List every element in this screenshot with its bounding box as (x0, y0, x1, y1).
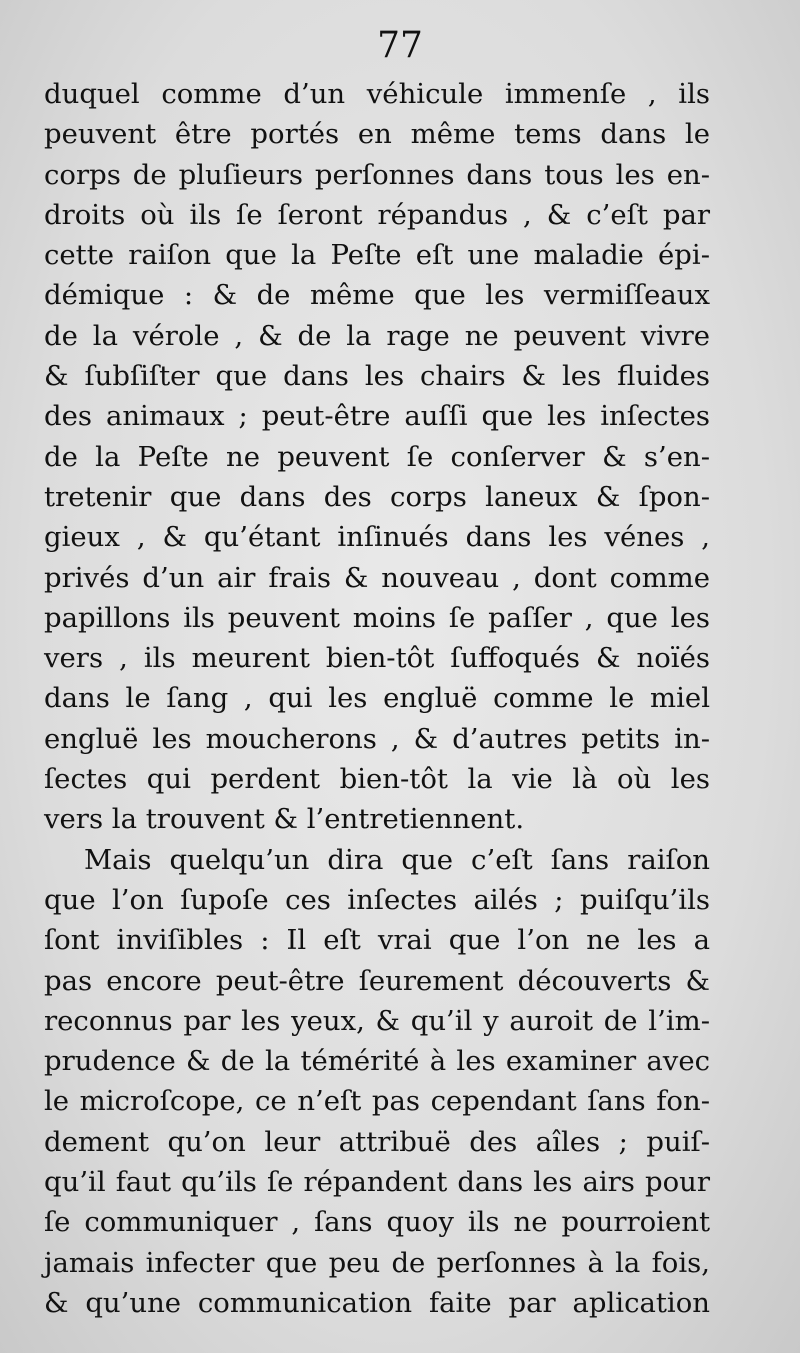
text-line: dement qu’on leur attribuë des aîles ; puiſ- (44, 1125, 710, 1158)
text-line: pas encore peut-être ſeurement découverts & (44, 964, 710, 997)
text-line: prudence & de la témérité à les examiner avec (44, 1045, 710, 1078)
text-line: le microſcope, ce n’eſt pas cependant ſans fon- (44, 1085, 710, 1118)
paragraph (44, 840, 710, 1324)
text-line: que l’on ſupoſe ces inſectes ailés ; puiſqu’ils (44, 883, 710, 916)
text-line: vers , ils meurent bien-tôt ſuffoqués & noïés (44, 642, 710, 675)
text-line: Mais quelqu’un dira que c’eſt ſans raiſon (84, 843, 710, 876)
text-line: & qu’une communication faite par aplication (44, 1286, 710, 1319)
text-line: des animaux ; peut-être auſſi que les inſectes (44, 400, 710, 433)
text-line: & ſubſiſter que dans les chairs & les fluides (44, 360, 710, 393)
text-line: cette raiſon que la Peſte eſt une maladie épi- (44, 239, 710, 272)
text-line: vers la trouvent & l’entretiennent. (44, 803, 525, 836)
paragraph (44, 74, 710, 840)
text-line: démique : & de même que les vermiſſeaux (44, 279, 710, 312)
text-line: tretenir que dans des corps laneux & ſpon- (44, 480, 710, 513)
text-line: corps de pluſieurs perſonnes dans tous les en- (44, 158, 710, 191)
text-line: ſectes qui perdent bien-tôt la vie là où les (44, 763, 710, 796)
text-line: engluë les moucherons , & d’autres petits in- (44, 722, 710, 755)
body-text (44, 74, 710, 1323)
text-line: de la vérole , & de la rage ne peuvent vivre (44, 319, 710, 352)
text-line: ſe communiquer , ſans quoy ils ne pourroient (44, 1206, 710, 1239)
text-line: peuvent être portés en même tems dans le (44, 118, 710, 151)
text-line: qu’il faut qu’ils ſe répandent dans les airs pour (44, 1166, 710, 1199)
text-line: dans le ſang , qui les engluë comme le miel (44, 682, 710, 715)
text-line: jamais infecter que peu de perſonnes à la fois, (44, 1246, 710, 1279)
text-line: reconnus par les yeux, & qu’il y auroit de l’im- (44, 1004, 710, 1037)
text-line: privés d’un air frais & nouveau , dont comme (44, 561, 710, 594)
text-line: duquel comme d’un véhicule immenſe , ils (44, 78, 710, 110)
text-line: de la Peſte ne peuvent ſe conſerver & s’en- (44, 440, 710, 473)
text-line: gieux , & qu’étant inſinués dans les vénes , (44, 521, 710, 554)
text-line: ſont inviſibles : Il eſt vrai que l’on ne les a (44, 924, 710, 957)
text-line: papillons ils peuvent moins ſe paſſer , que les (44, 601, 710, 634)
page-number: 77 (377, 25, 423, 66)
text-line: droits où ils ſe ſeront répandus , & c’eſt par (44, 198, 710, 231)
